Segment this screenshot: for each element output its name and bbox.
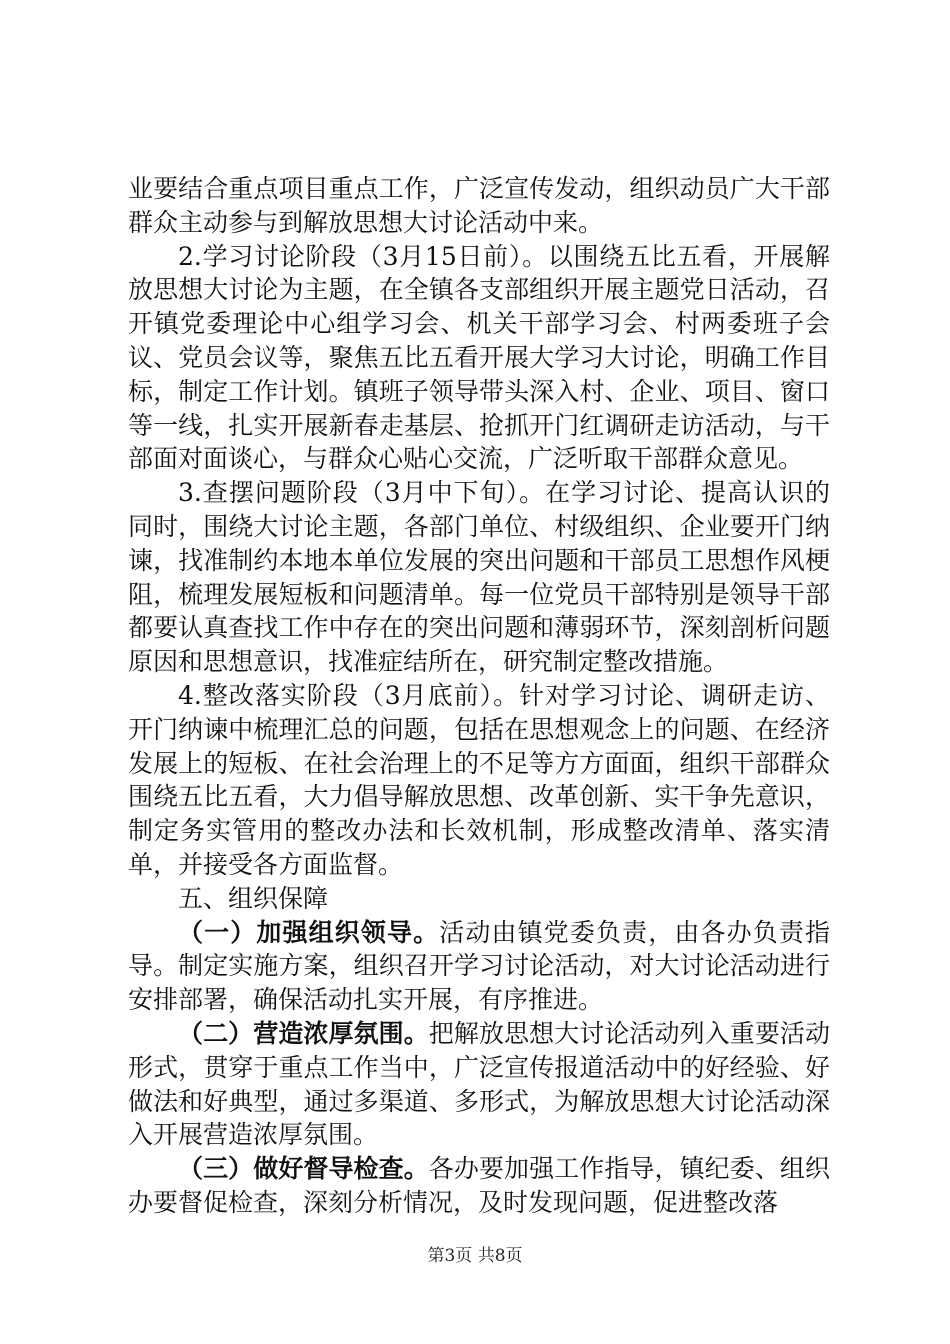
subsection-atmosphere-body: 把解放思想大讨论活动列入重要活动形式，贯穿于重点工作当中，广泛宣传报道活动中的好经验、好做法和好典型，通过多渠道、多形式，为解放思想大讨论活动深入开展营造浓厚氛围。 [128, 1018, 830, 1150]
subsection-leadership [128, 916, 830, 1017]
subsection-atmosphere [128, 1017, 830, 1152]
page-number-footer: 第3页 共8页 [427, 1246, 523, 1266]
paragraph-find-problems: 3.查摆问题阶段（3月中下旬）。在学习讨论、提高认识的同时，围绕大讨论主题，各部门单位、村级组织、企业要开门纳谏，找准制约本地本单位发展的突出问题和干部员工思想作风梗阻，梳理发展短板和问题清单。每一位党员干部特别是领导干部都要认真查找工作中存在的突出问题和薄弱环节，深刻剖析问题原因和思想意识，找准症结所在，研究制定整改措施。 [128, 478, 830, 677]
subsection-supervision-title: （三）做好督导检查。 [178, 1154, 429, 1184]
subsection-leadership-body: 活动由镇党委负责，由各办负责指导。制定实施方案，组织召开学习讨论活动，对大讨论活动进行安排部署，确保活动扎实开展，有序推进。 [128, 917, 830, 1015]
section-heading-organization: 五、组织保障 [178, 883, 329, 913]
subsection-atmosphere-title: （二）营造浓厚氛围。 [178, 1018, 429, 1048]
subsection-supervision-body: 各办要加强工作指导，镇纪委、组织办要督促检查，深刻分析情况，及时发现问题，促进整改落 [128, 1154, 830, 1217]
paragraph-study-discussion: 2.学习讨论阶段（3月15日前）。以围绕五比五看，开展解放思想大讨论为主题，在全镇各支部组织开展主题党日活动，召开镇党委理论中心组学习会、机关干部学习会、村两委班子会议、党员会议等，聚焦五比五看开展大学习大讨论，明确工作目标，制定工作计划。镇班子领导带头深入村、企业、项目、窗口等一线，扎实开展新春走基层、抢抓开门红调研走访活动，与干部面对面谈心，与群众心贴心交流，广泛听取干部群众意见。 [128, 241, 830, 474]
paragraph-rectification: 4.整改落实阶段（3月底前）。针对学习讨论、调研走访、开门纳谏中梳理汇总的问题，包括在思想观念上的问题、在经济发展上的短板、在社会治理上的不足等方方面面，组织干部群众围绕五比五看，大力倡导解放思想、改革创新、实干争先意识，制定务实管用的整改办法和长效机制，形成整改清单、落实清单，并接受各方面监督。 [128, 680, 830, 879]
document-body [128, 172, 830, 1220]
subsection-leadership-title: （一）加强组织领导。 [178, 917, 440, 947]
paragraph-continuation: 业要结合重点项目重点工作，广泛宣传发动，组织动员广大干部群众主动参与到解放思想大讨论活动中来。 [128, 174, 830, 237]
subsection-supervision [128, 1152, 830, 1220]
